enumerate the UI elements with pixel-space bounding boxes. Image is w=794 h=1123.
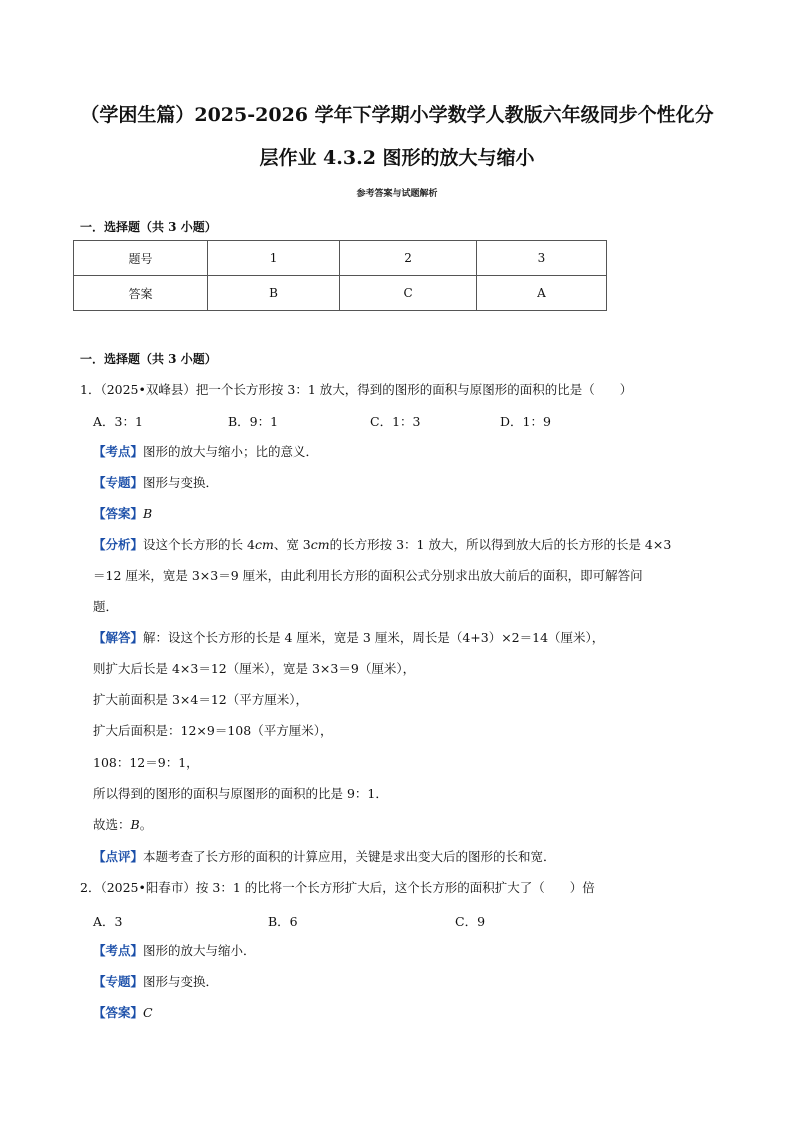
document-subtitle: 参考答案与试题解析 <box>356 189 438 199</box>
q1-answer-value: B <box>143 506 153 521</box>
q1-jieda-text: 解：设这个长方形的长是 4 厘米，宽是 3 厘米，周长是（4+3）×2＝14（厘米）， <box>143 630 605 645</box>
q1-jieda-line3: 扩大前面积是 3×4＝12（平方厘米）， <box>93 692 309 707</box>
q2-answer <box>93 1005 153 1021</box>
q2-zhuanti-text: 图形与变换． <box>143 974 219 989</box>
table-cell: 答案 <box>74 276 208 311</box>
table-cell: 2 <box>340 241 477 276</box>
table-cell: C <box>340 276 477 311</box>
q1-fenxi-text: 、宽 3 <box>273 537 311 552</box>
q1-jieda-line6: 所以得到的图形的面积与原图形的面积的比是 9：1． <box>93 786 388 801</box>
q1-zhuanti <box>93 475 218 491</box>
detail-section-heading: 一．选择题（共 3 小题） <box>80 352 217 366</box>
q1-jieda-line4: 扩大后面积是：12×9＝108（平方厘米）， <box>93 723 333 738</box>
q2-option-b: B．6 <box>268 914 298 929</box>
q1-jieda-line7 <box>93 817 152 833</box>
q1-option-d: D．1：9 <box>500 414 551 429</box>
daan-tag: 【答案】 <box>93 1005 144 1020</box>
answer-table <box>73 240 607 311</box>
document-title-line1: （学困生篇）2025-2026 学年下学期小学数学人教版六年级同步个性化分 <box>80 104 714 126</box>
zhuanti-tag: 【专题】 <box>93 475 144 490</box>
q2-kaodian-text: 图形的放大与缩小． <box>143 943 256 958</box>
q2-kaodian <box>93 943 256 959</box>
answer-section-heading: 一．选择题（共 3 小题） <box>80 220 217 234</box>
q1-dianping-text: 本题考查了长方形的面积的计算应用，关键是求出变大后的图形的长和宽． <box>143 849 556 864</box>
kaodian-tag: 【考点】 <box>93 943 144 958</box>
q1-fenxi-text: 的长方形按 3：1 放大，所以得到放大后的长方形的长是 4×3 <box>329 537 672 552</box>
jieda-tag: 【解答】 <box>93 630 144 645</box>
q2-answer-value: C <box>143 1005 153 1020</box>
q1-jieda-line5: 108：12＝9：1， <box>93 755 199 770</box>
q2-option-c: C．9 <box>455 914 486 929</box>
q1-kaodian-text: 图形的放大与缩小；比的意义． <box>143 444 319 459</box>
table-cell: A <box>476 276 606 311</box>
q1-kaodian <box>93 444 318 460</box>
q1-dianping <box>93 849 556 865</box>
table-cell: 1 <box>208 241 340 276</box>
q1-option-a: A．3：1 <box>93 414 143 429</box>
q1-jieda-text: 故选： <box>93 817 131 832</box>
q1-option-c: C．1：3 <box>370 414 421 429</box>
q1-option-b: B．9：1 <box>228 414 279 429</box>
table-cell: 题号 <box>74 241 208 276</box>
question-2-stem: 2．（2025•阳春市）按 3：1 的比将一个长方形扩大后，这个长方形的面积扩大了（ ）倍 <box>80 880 595 895</box>
unit-cm: cm <box>254 537 274 552</box>
fenxi-tag: 【分析】 <box>93 537 144 552</box>
q1-fenxi-line2: ＝12 厘米，宽是 3×3＝9 厘米，由此利用长方形的面积公式分别求出放大前后的面积，即可解答问 <box>93 568 643 583</box>
zhuanti-tag: 【专题】 <box>93 974 144 989</box>
unit-cm: cm <box>310 537 330 552</box>
q1-jieda-choice: B <box>130 817 140 832</box>
q2-option-a: A．3 <box>93 914 123 929</box>
q1-answer <box>93 506 152 522</box>
document-title-line2: 层作业 4.3.2 图形的放大与缩小 <box>259 147 535 169</box>
table-row <box>74 241 607 276</box>
table-cell: B <box>208 276 340 311</box>
table-row <box>74 276 607 311</box>
daan-tag: 【答案】 <box>93 506 144 521</box>
q1-jieda-line1 <box>93 630 604 646</box>
question-1-stem: 1．（2025•双峰县）把一个长方形按 3：1 放大，得到的图形的面积与原图形的面积的比是（ ） <box>80 382 633 397</box>
q2-zhuanti <box>93 974 218 990</box>
q1-fenxi-line1 <box>93 537 671 553</box>
q1-fenxi-text: 设这个长方形的长 4 <box>143 537 255 552</box>
q1-jieda-text: 。 <box>139 817 153 832</box>
table-cell: 3 <box>476 241 606 276</box>
kaodian-tag: 【考点】 <box>93 444 144 459</box>
q1-fenxi-line3: 题． <box>93 599 119 614</box>
q1-jieda-line2: 则扩大后长是 4×3＝12（厘米），宽是 3×3＝9（厘米）， <box>93 661 416 676</box>
q1-zhuanti-text: 图形与变换． <box>143 475 219 490</box>
dianping-tag: 【点评】 <box>93 849 144 864</box>
